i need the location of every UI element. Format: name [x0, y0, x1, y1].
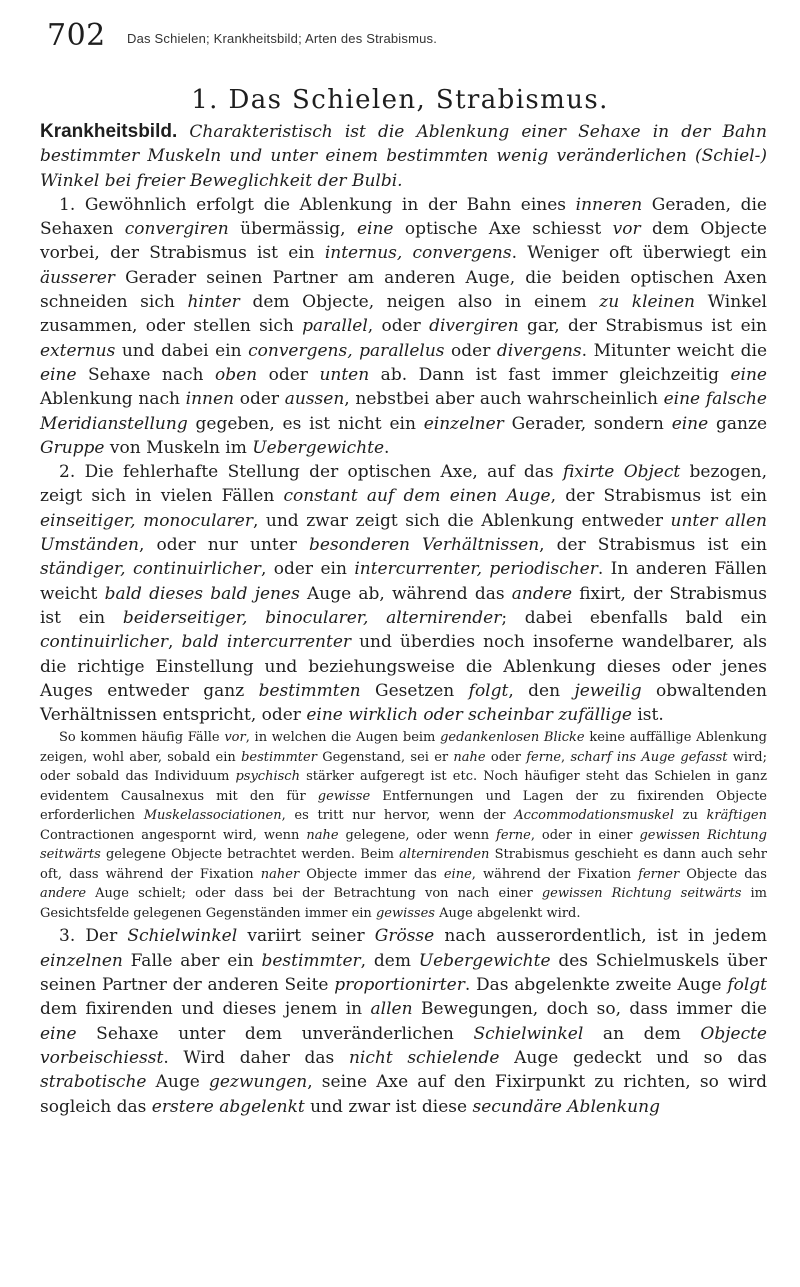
page-number: 702 [47, 18, 106, 53]
small-print-paragraph: So kommen häufig Fälle vor, in welchen die Augen beim gedankenlosen Blicke keine auffällige Ablenkung zeigen, wohl aber, sobald ein bestimmter Gegenstand, sei er nahe oder ferne, scharf ins Auge gefasst wird; oder sobald das Individuum psychisch stärker aufgeregt ist etc. Noch häufiger steht das Schielen in ganz evidentem Causalnexus mit den für gewisse Entfernungen und Lagen der zu fixirenden Objecte erforderlichen Muskelassociationen, es tritt nur hervor, wenn der Accommodationsmuskel zu kräftigen Contractionen angespornt wird, wenn nahe gelegene, oder wenn ferne, oder in einer gewissen Richtung seitwärts gelegene Objecte betrachtet werden. Beim alternirenden Strabismus geschieht es dann auch sehr oft, dass während der Fixation naher Objecte immer das eine, während der Fixation ferner Objecte das andere Auge schielt; oder dass bei der Betrachtung von nach einer gewissen Richtung seitwärts im Gesichtsfelde gelegenen Gegenständen immer ein gewisses Auge abgelenkt wird. [40, 730, 768, 921]
section-title: 1. Das Schielen, Strabismus. [191, 85, 609, 115]
paragraph-2: 2. Die fehlerhafte Stellung der optischen Axe, auf das fixirte Object bezogen, zeigt sich in vielen Fällen constant auf dem einen Auge, der Strabismus ist ein einseitiger, monocularer, und zwar zeigt sich die Ablenkung entweder unter allen Umständen, oder nur unter besonderen Verhältnissen, der Strabismus ist ein ständiger, continuirlicher, oder ein intercurrenter, periodischer. In anderen Fällen weicht bald dieses bald jenes Auge ab, während das andere fixirt, der Strabismus ist ein beiderseitiger, binocularer, alternirender; dabei ebenfalls bald ein continuirlicher, bald intercurrenter und überdies noch insoferne wandelbarer, als die richtige Einstellung und beziehungsweise die Ablenkung dieses oder jenes Auges entweder ganz bestimmten Gesetzen folgt, den jeweilig obwaltenden Verhältnissen entspricht, oder eine wirklich oder scheinbar zufällige ist. [40, 462, 768, 726]
main-text [40, 120, 767, 1119]
definition-text: Charakteristisch ist die Ablenkung einer Sehaxe in der Bahn bestimmter Muskeln und unter einem bestimmten wenig veränderlichen (Schiel-) Winkel bei freier Beweglichkeit der Bulbi. [40, 122, 768, 191]
page-header [47, 14, 767, 58]
paragraph-1: 1. Gewöhnlich erfolgt die Ablenkung in der Bahn eines inneren Geraden, die Sehaxen convergiren übermässig, eine optische Axe schiesst vor dem Objecte vorbei, der Strabismus ist ein internus, convergens. Weniger oft überwiegt ein äusserer Gerader seinen Partner am anderen Auge, die beiden optischen Axen schneiden sich hinter dem Objecte, neigen also in einem zu kleinen Winkel zusammen, oder stellen sich parallel, oder divergiren gar, der Strabismus ist ein externus und dabei ein convergens, parallelus oder divergens. Mitunter weicht die eine Sehaxe nach oben oder unten ab. Dann ist fast immer gleichzeitig eine Ablenkung nach innen oder aussen, nebstbei aber auch wahrscheinlich eine falsche Meridianstellung gegeben, es ist nicht ein einzelner Gerader, sondern eine ganze Gruppe von Muskeln im Uebergewichte. [40, 194, 768, 458]
running-title: Das Schielen; Krankheitsbild; Arten des Strabismus. [127, 31, 438, 46]
paragraph-3: 3. Der Schielwinkel variirt seiner Grösse nach ausserordentlich, ist in jedem einzelnen Falle aber ein bestimmter, dem Uebergewichte des Schielmuskels über seinen Partner der anderen Seite proportionirter. Das abgelenkte zweite Auge folgt dem fixirenden und dieses jenem in allen Bewegungen, doch so, dass immer die eine Sehaxe unter dem unveränderlichen Schielwinkel an dem Objecte vorbeischiesst. Wird daher das nicht schielende Auge gedeckt und so das strabotische Auge gezwungen, seine Axe auf den Fixirpunkt zu richten, so wird sogleich das erstere abgelenkt und zwar ist diese secundäre Ablenkung [40, 926, 768, 1117]
definition-paragraph [40, 120, 767, 193]
definition-lead: Krankheitsbild. [40, 121, 178, 142]
